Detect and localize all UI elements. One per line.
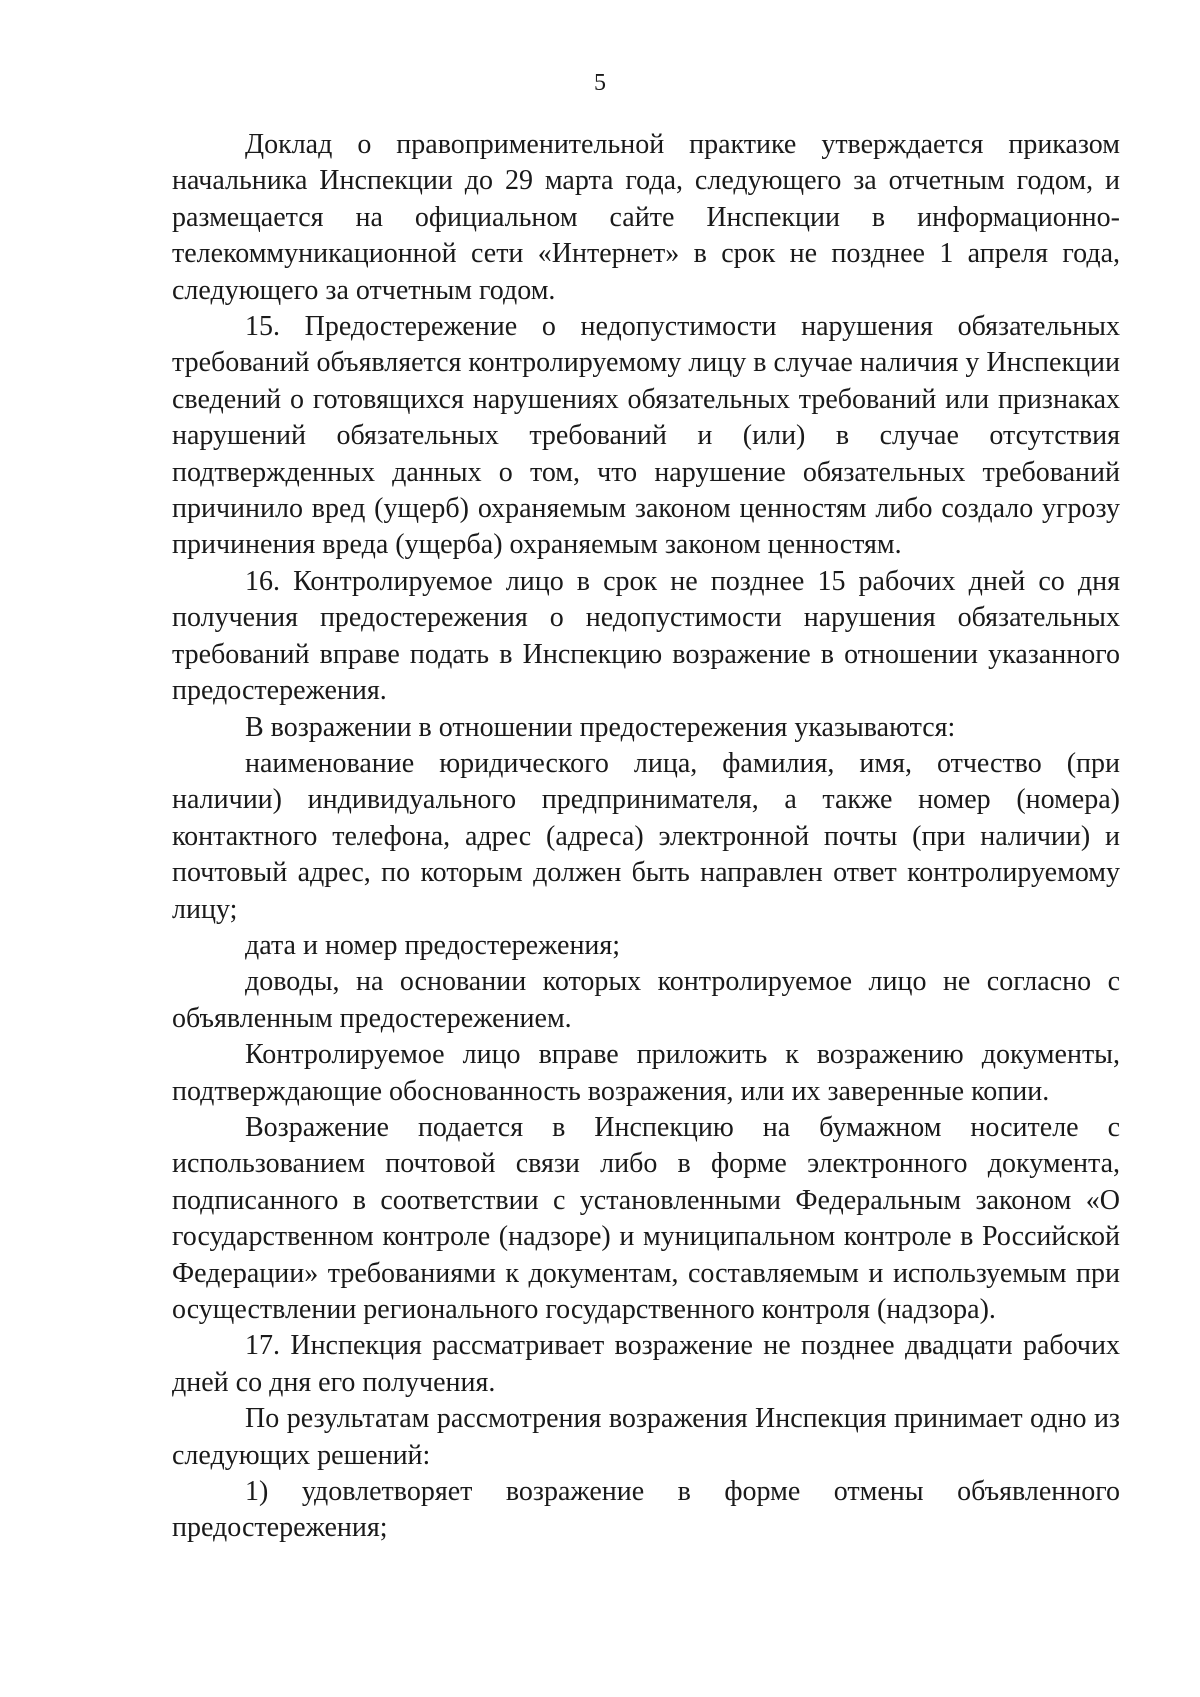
paragraph-submission: Возражение подается в Инспекцию на бумажном носителе с использованием почтовой связи либо в форме электронного документа, подписанного в соответствии с установленными Федеральным законом «О государственном контроле (надзоре) и муниципальном контроле в Российской Федерации» требованиями к документам, составляемым и используемым при осуществлении регионального государственного контроля (надзора). [172,1111,1120,1325]
paragraph-16-objection: 16. Контролируемое лицо в срок не позднее 15 рабочих дней со дня получения предостережения о недопустимости нарушения обязательных требований вправе подать в Инспекцию возражение в отношении указанного предостережения. [172,565,1120,707]
paragraph-15-warning: 15. Предостережение о недопустимости нарушения обязательных требований объявляется контролируемому лицу в случае наличия у Инспекции сведений о готовящихся нарушениях обязательных требований или признаках нарушений обязательных требований и (или) в случае отсутствия подтвержденных данных о том, что нарушение обязательных требований причинило вред (ущерб) охраняемым законом ценностям либо создало угрозу причинения вреда (ущерба) охраняемым законом ценностям. [172,311,1120,561]
paragraph-decision-1: 1) удовлетворяет возражение в форме отмены объявленного предостережения; [172,1476,1120,1544]
paragraph-17-review: 17. Инспекция рассматривает возражение не позднее двадцати рабочих дней со дня его получения. [172,1330,1120,1398]
paragraph-list-item: доводы, на основании которых контролируемое лицо не согласно с объявленным предостережением. [172,966,1120,1034]
paragraph-report-approval: Доклад о правоприменительной практике утверждается приказом начальника Инспекции до 29 марта года, следующего за отчетным годом, и размещается на официальном сайте Инспекции в информационно-телекоммуникационной сети «Интернет» в срок не позднее 1 апреля года, следующего за отчетным годом. [172,129,1120,306]
paragraph-decisions: По результатам рассмотрения возражения Инспекция принимает одно из следующих решений: [172,1403,1120,1471]
paragraph-attachments: Контролируемое лицо вправе приложить к возражению документы, подтверждающие обоснованность возражения, или их заверенные копии. [172,1039,1120,1107]
paragraph-objection-contents: В возражении в отношении предостережения указываются: [245,711,956,743]
paragraph-list-item: наименование юридического лица, фамилия, имя, отчество (при наличии) индивидуального предпринимателя, а также номер (номера) контактного телефона, адрес (адреса) электронной почты (при наличии) и почтовый адрес, по которым должен быть направлен ответ контролируемому лицу; [172,747,1120,925]
page-number: 5 [594,70,606,96]
document-body [172,127,1120,1547]
paragraph-list-item: дата и номер предостережения; [245,929,621,961]
